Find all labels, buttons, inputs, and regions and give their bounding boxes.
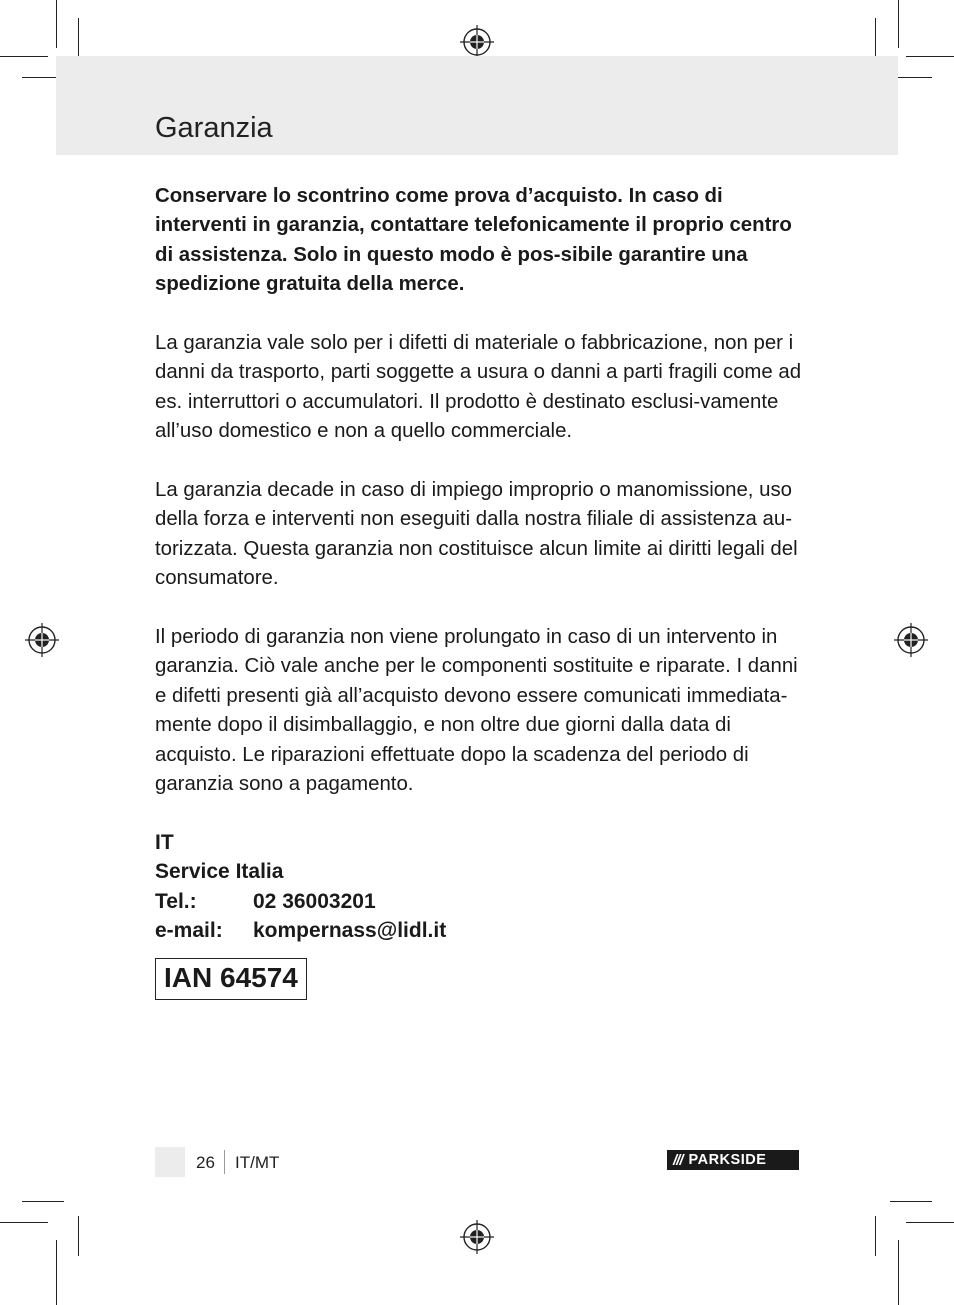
service-email-row [155,916,805,946]
registration-mark-icon [460,1220,494,1254]
service-country: IT [155,830,174,854]
tel-label: Tel.: [155,889,197,913]
crop-mark-icon [22,1201,64,1202]
registration-mark-icon [460,25,494,59]
crop-mark-icon [78,1216,79,1256]
main-content [155,182,805,1000]
body-paragraph: Il periodo di garanzia non viene prolungato in caso di un intervento in garanzia. Ciò vale anche per le componenti sostituite e riparate. I danni e difetti presenti già all’acquisto devono essere comunicati immediata-mente dopo il disimballaggio, e non oltre due giorni dalla data di acquisto. Le riparazioni effettuate dopo la scadenza del periodo di garanzia sono a pagamento. [155,626,798,796]
crop-mark-icon [898,0,899,48]
body-paragraph: La garanzia decade in caso di impiego improprio o manomissione, uso della forza e interventi non eseguiti dalla nostra filiale di assistenza au-torizzata. Questa garanzia non costituisce alcun limite ai diritti legali del consumatore. [155,479,798,590]
crop-mark-icon [875,18,876,58]
intro-paragraph: Conservare lo scontrino come prova d’acquisto. In caso di interventi in garanzia, contattare telefonicamente il proprio centro di assistenza. Solo in questo modo è pos-sibile garantire una spedizione gratuita della merce. [155,185,792,296]
crop-mark-icon [898,1240,899,1305]
registration-mark-icon [25,623,59,657]
crop-mark-icon [906,56,954,57]
crop-mark-icon [56,1240,57,1305]
page-title: Garanzia [155,112,273,144]
crop-mark-icon [56,0,57,48]
email-label: e-mail: [155,919,223,943]
brand-name: PARKSIDE [688,1152,767,1168]
page-number: 26 [196,1153,215,1172]
crop-mark-icon [0,56,48,57]
service-tel-row [155,887,805,917]
crop-mark-icon [78,18,79,58]
crop-mark-icon [906,1222,954,1223]
tel-value: 02 36003201 [253,889,376,913]
page-language: IT/MT [235,1153,280,1172]
footer-box [155,1147,185,1177]
ian-number: IAN 64574 [155,958,307,1000]
crop-mark-icon [875,1216,876,1256]
email-value: kompernass@lidl.it [253,919,447,943]
service-name: Service Italia [155,860,284,884]
registration-mark-icon [894,623,928,657]
body-paragraph: La garanzia vale solo per i difetti di materiale o fabbricazione, non per i danni da trasporto, parti soggette a usura o danni a parti fragili come ad es. interruttori o accumulatori. Il prodotto è destinato esclusi-vamente all’uso domestico e non a quello commerciale. [155,332,802,443]
footer-divider [224,1150,225,1174]
crop-mark-icon [890,1201,932,1202]
service-contact [155,828,805,946]
brand-mark: /// [673,1151,683,1169]
parkside-logo [667,1150,799,1170]
crop-mark-icon [0,1222,48,1223]
